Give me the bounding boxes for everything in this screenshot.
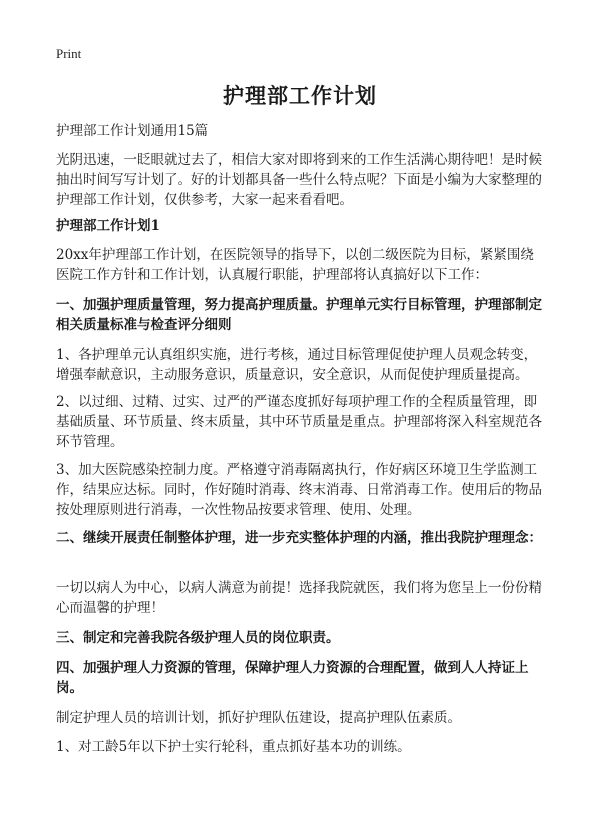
intro-paragraph: 光阴迅速，一眨眼就过去了，相信大家对即将到来的工作生活满心期待吧！是时候抽出时间写写计划了。好的计划都具备一些什么特点呢？下面是小编为大家整理的护理部工作计划，仅供参考，大家一起来看看吧。 — [56, 152, 542, 208]
point2-heading: 二、继续开展责任制整体护理，进一步充实整体护理的内涵，推出我院护理理念： — [56, 530, 542, 546]
list-item: 2、以过细、过精、过实、过严的严谨态度抓好每项护理工作的全程质量管理，即基础质量、环节质量、终末质量，其中环节质量是重点。护理部将深入科室规范各环节管理。 — [56, 394, 542, 450]
point4-paragraph: 制定护理人员的培训计划，抓好护理队伍建设，提高护理队伍素质。 — [56, 710, 461, 726]
list-item: 1、对工龄5年以下护士实行轮科，重点抓好基本功的训练。 — [56, 739, 411, 755]
print-label[interactable]: Print — [56, 46, 82, 61]
list-item: 1、各护理单元认真组织实施，进行考核，通过目标管理促使护理人员观念转变，增强奉献意识，主动服务意识，质量意识，安全意识，从而促使护理质量提高。 — [56, 347, 538, 383]
point2-paragraph: 一切以病人为中心，以病人满意为前提！选择我院就医，我们将为您呈上一份份精心而温馨的护理！ — [56, 580, 542, 616]
list-item: 3、加大医院感染控制力度。严格遵守消毒隔离执行，作好病区环境卫生学监测工作，结果应达标。同时，作好随时消毒、终末消毒、日常消毒工作。使用后的物品按处理原则进行消毒，一次性物品按要求管理、使用、处理。 — [56, 462, 542, 518]
section-intro-paragraph: 20xx年护理部工作计划，在医院领导的指导下，以创二级医院为目标，紧紧围绕医院工作方针和工作计划，认真履行职能，护理部将认真搞好以下工作： — [56, 247, 534, 283]
point4-heading: 四、加强护理人力资源的管理，保障护理人力资源的合理配置，做到人人持证上岗。 — [56, 660, 529, 696]
section-heading: 护理部工作计划1 — [56, 218, 160, 234]
point3-heading: 三、制定和完善我院各级护理人员的岗位职责。 — [56, 630, 340, 646]
intro-subtitle: 护理部工作计划通用15篇 — [56, 123, 209, 139]
page-title: 护理部工作计划 — [223, 83, 377, 108]
point1-heading: 一、加强护理质量管理，努力提高护理质量。护理单元实行目标管理，护理部制定相关质量标准与检查评分细则 — [56, 297, 542, 333]
